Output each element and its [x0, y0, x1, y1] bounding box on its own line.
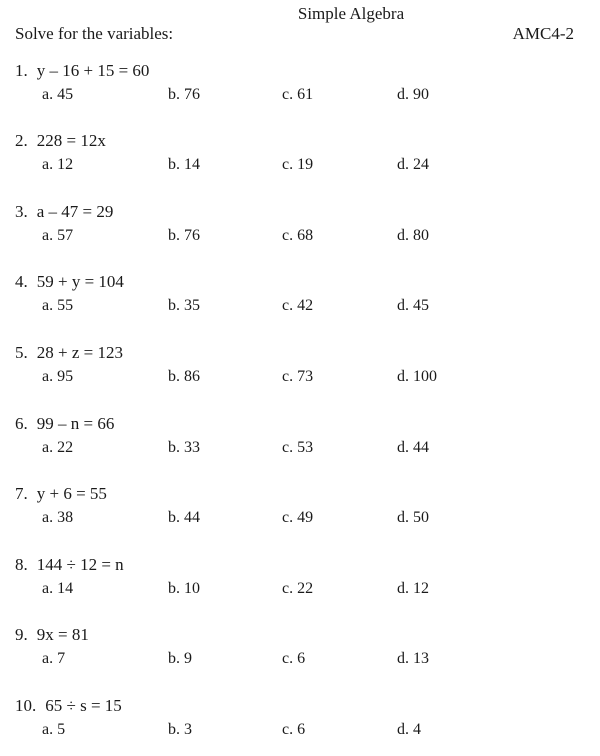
question-line [15, 696, 122, 716]
question-number: 3. [15, 202, 28, 221]
question-equation: y + 6 = 55 [36, 484, 107, 503]
question-number: 7. [15, 484, 28, 503]
question-line [15, 343, 123, 363]
question-line [15, 555, 124, 575]
question-5 [15, 343, 585, 403]
question-8 [15, 555, 585, 615]
choice-b: b. 10 [168, 580, 200, 597]
instructions: Solve for the variables: [15, 24, 174, 43]
choice-d: d. 90 [397, 86, 429, 103]
choice-d: d. 24 [397, 156, 429, 173]
choice-a: a. 38 [42, 509, 74, 526]
question-number: 1. [15, 61, 28, 80]
choice-d: d. 50 [397, 509, 429, 526]
choice-b: b. 9 [168, 650, 192, 667]
page-title: Simple Algebra [297, 4, 405, 23]
choice-a: a. 45 [42, 86, 74, 103]
choice-b: b. 76 [168, 227, 200, 244]
choice-d: d. 12 [397, 580, 429, 597]
question-10 [15, 696, 585, 756]
choice-b: b. 14 [168, 156, 200, 173]
question-line [15, 484, 107, 504]
choice-c: c. 6 [282, 650, 306, 667]
question-number: 9. [15, 625, 28, 644]
choice-d: d. 13 [397, 650, 429, 667]
choice-a: a. 12 [42, 156, 74, 173]
choice-d: d. 45 [397, 297, 429, 314]
choice-a: a. 5 [42, 721, 66, 738]
question-line [15, 61, 149, 81]
choice-a: a. 95 [42, 368, 74, 385]
choice-d: d. 44 [397, 439, 429, 456]
choice-b: b. 44 [168, 509, 200, 526]
question-line [15, 272, 124, 292]
question-2 [15, 131, 585, 191]
choice-b: b. 33 [168, 439, 200, 456]
question-equation: 9x = 81 [36, 625, 89, 644]
choice-a: a. 7 [42, 650, 66, 667]
question-number: 8. [15, 555, 28, 574]
choice-c: c. 42 [282, 297, 314, 314]
choice-c: c. 49 [282, 509, 314, 526]
choice-b: b. 86 [168, 368, 200, 385]
choice-a: a. 57 [42, 227, 74, 244]
question-9 [15, 625, 585, 685]
question-line [15, 202, 113, 222]
choice-c: c. 61 [282, 86, 314, 103]
choice-c: c. 22 [282, 580, 314, 597]
question-equation: 65 ÷ s = 15 [45, 696, 122, 715]
question-equation: 228 = 12x [36, 131, 106, 150]
question-number: 10. [15, 696, 37, 715]
choice-b: b. 3 [168, 721, 192, 738]
question-line [15, 625, 89, 645]
choice-b: b. 76 [168, 86, 200, 103]
question-equation: 99 – n = 66 [36, 414, 115, 433]
choice-b: b. 35 [168, 297, 200, 314]
question-number: 4. [15, 272, 28, 291]
choice-a: a. 14 [42, 580, 74, 597]
question-number: 2. [15, 131, 28, 150]
choice-a: a. 22 [42, 439, 74, 456]
question-equation: 144 ÷ 12 = n [36, 555, 124, 574]
choice-a: a. 55 [42, 297, 74, 314]
question-7 [15, 484, 585, 544]
question-1 [15, 61, 585, 121]
choice-d: d. 100 [397, 368, 437, 385]
question-4 [15, 272, 585, 332]
question-number: 6. [15, 414, 28, 433]
choice-c: c. 68 [282, 227, 314, 244]
question-line [15, 414, 114, 434]
choice-c: c. 6 [282, 721, 306, 738]
question-number: 5. [15, 343, 28, 362]
question-line [15, 131, 106, 151]
question-6 [15, 414, 585, 474]
question-equation: 59 + y = 104 [36, 272, 124, 291]
question-3 [15, 202, 585, 262]
question-equation: y – 16 + 15 = 60 [36, 61, 150, 80]
question-equation: a – 47 = 29 [36, 202, 114, 221]
choice-c: c. 53 [282, 439, 314, 456]
question-equation: 28 + z = 123 [36, 343, 123, 362]
choice-c: c. 19 [282, 156, 314, 173]
worksheet-code: AMC4-2 [512, 24, 574, 43]
choice-c: c. 73 [282, 368, 314, 385]
choice-d: d. 4 [397, 721, 421, 738]
choice-d: d. 80 [397, 227, 429, 244]
